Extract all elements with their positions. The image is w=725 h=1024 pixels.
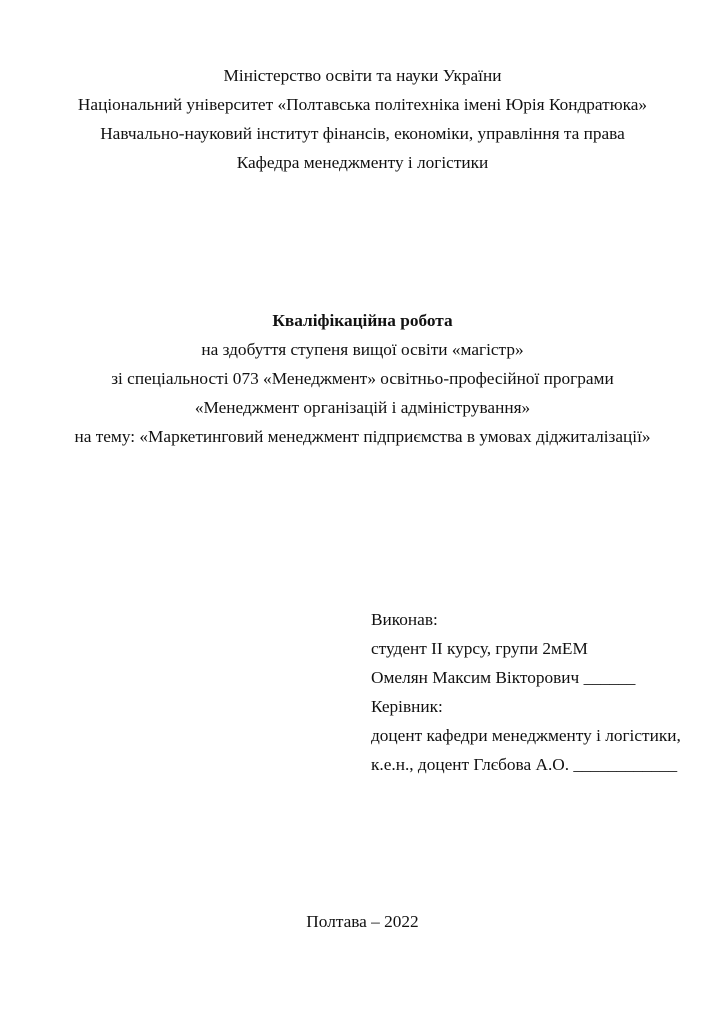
program-line: «Менеджмент організацій і адміністрування» xyxy=(194,398,531,417)
supervisor-name: к.е.н., доцент Глєбова А.О. ____________ xyxy=(371,755,678,774)
department-line: Кафедра менеджменту і логістики xyxy=(236,153,489,172)
city-year: Полтава – 2022 xyxy=(306,912,419,931)
topic-line: на тему: «Маркетинговий менеджмент підприємства в умовах діджиталізації» xyxy=(74,427,651,446)
supervisor-position: доцент кафедри менеджменту і логістики, xyxy=(371,726,681,745)
supervisor-label: Керівник: xyxy=(371,697,443,716)
student-name: Омелян Максим Вікторович ______ xyxy=(371,668,636,687)
performed-by-label: Виконав: xyxy=(371,610,438,629)
university-line: Національний університет «Полтавська політехніка імені Юрія Кондратюка» xyxy=(77,95,648,114)
specialty-line: зі спеціальності 073 «Менеджмент» освітньо-професійної програми xyxy=(111,369,614,388)
degree-line: на здобуття ступеня вищої освіти «магістр» xyxy=(201,340,524,359)
student-info: студент ІІ курсу, групи 2мЕМ xyxy=(371,639,588,658)
ministry-line: Міністерство освіти та науки України xyxy=(223,66,502,85)
document-title: Кваліфікаційна робота xyxy=(272,311,453,330)
institute-line: Навчально-науковий інститут фінансів, економіки, управління та права xyxy=(100,124,625,143)
